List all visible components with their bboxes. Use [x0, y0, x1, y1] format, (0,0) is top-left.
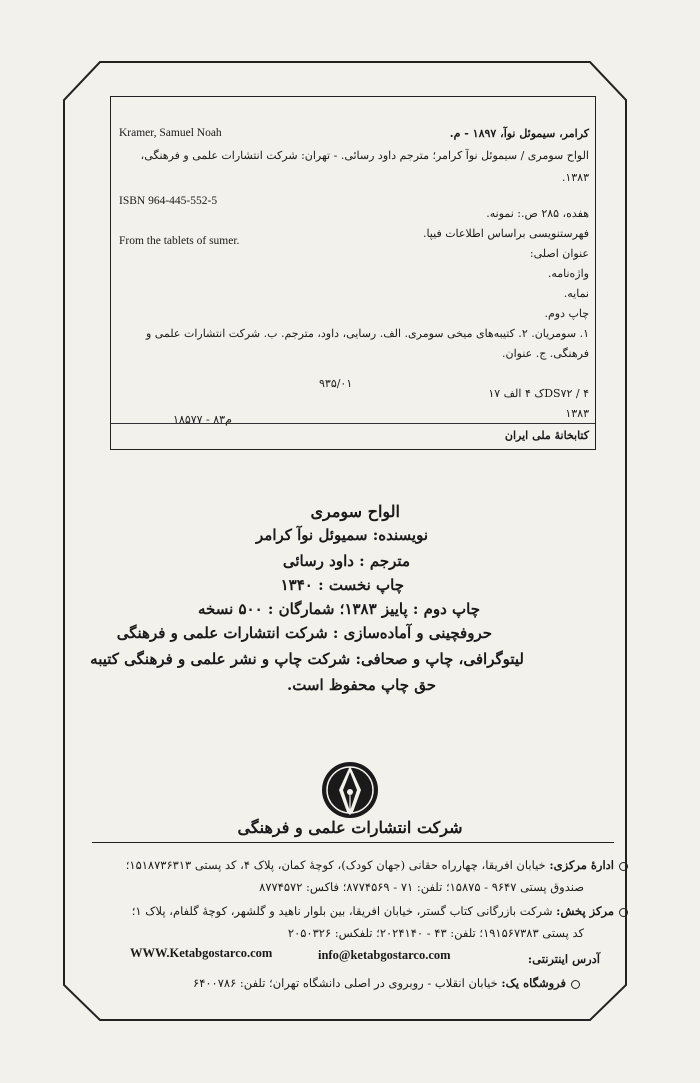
printing: لیتوگرافی، چاپ و صحافی: شرکت چاپ و نشر علمی و فرهنگی کتیبه: [90, 650, 524, 668]
footer-divider: [92, 842, 614, 843]
shop-address: فروشگاه یک: خیابان انقلاب - روبروی در اصلی دانشگاه تهران؛ تلفن: ۶۴۰۰۷۸۶: [193, 976, 580, 990]
typesetting: حروفچینی و آماده‌سازی : شرکت انتشارات علمی و فرهنگی: [116, 624, 492, 642]
cip-fipa-note: فهرستنویسی براساس اطلاعات فیپا.: [422, 227, 589, 240]
hq-address: ادارهٔ مرکزی: خیابان افریقا، چهارراه حقانی (جهان کودک)، کوچهٔ کمان، پلاک ۴، کد پستی ۱۵۱۸۷۳۶۳۱۳؛: [126, 858, 628, 872]
cip-original-title-label: عنوان اصلی:: [529, 247, 589, 260]
cip-pages: هفده، ۲۸۵ ص.: نمونه.: [486, 207, 589, 220]
cip-lcc: DS۷۲ / ۴ک ۴ الف ۱۷: [488, 387, 589, 400]
first-print: چاپ نخست : ۱۳۴۰: [280, 576, 404, 594]
book-translator: مترجم : داود رسائی: [282, 552, 410, 570]
cip-subjects-2: فرهنگی. ج. عنوان.: [502, 347, 589, 360]
web-label: آدرس اینترنتی:: [527, 952, 600, 966]
email-link[interactable]: info@ketabgostarco.com: [318, 948, 451, 962]
cip-year: ۱۳۸۳.: [561, 171, 589, 184]
cip-subjects-1: ۱. سومریان. ۲. کتیبه‌های میخی سومری. الف. رسایی، داود، مترجم. ب. شرکت انتشارات علمی و: [145, 327, 589, 340]
cip-record-box: [110, 96, 596, 450]
cip-national-number: م۸۳ - ۱۸۵۷۷: [173, 413, 232, 426]
book-title: الواح سومری: [310, 502, 400, 521]
cip-title-line: الواح سومری / سیموئل نوآ کرامر؛ مترجم داود رسائی. - تهران: شرکت انتشارات علمی و فرهنگی،: [140, 149, 589, 162]
cip-library: کتابخانهٔ ملی ایران: [504, 429, 589, 442]
cip-original-title: From the tablets of sumer.: [119, 235, 240, 247]
hq-address-line-2: صندوق پستی ۹۶۴۷ - ۱۵۸۷۵؛ تلفن: ۷۱ - ۸۷۷۴۵۶۹؛ فاکس: ۸۷۷۴۵۷۲: [259, 880, 584, 894]
second-print: چاپ دوم : پاییز ۱۳۸۳؛ شمارگان : ۵۰۰ نسخه: [197, 600, 480, 618]
cip-divider: [111, 423, 595, 424]
rights-reserved: حق چاپ محفوظ است.: [286, 676, 436, 694]
pen-nib-logo-icon: [320, 760, 380, 820]
bullet-icon: [619, 862, 628, 871]
cip-isbn: ISBN 964-445-552-5: [119, 195, 218, 207]
cip-index: نمایه.: [563, 287, 589, 300]
cip-heading: کرامر، سیموئل نوآ، ۱۸۹۷ - م.: [449, 127, 589, 140]
bullet-icon: [571, 980, 580, 989]
distribution-address-line-2: کد پستی ۱۹۱۵۶۷۳۸۳؛ تلفن: ۴۳ - ۲۰۲۴۱۴۰؛ تلفکس: ۲۰۵۰۳۲۶: [287, 926, 584, 940]
cip-lcc-year: ۱۳۸۳: [565, 407, 589, 420]
cip-author-en: Kramer, Samuel Noah: [119, 127, 222, 139]
bullet-icon: [619, 908, 628, 917]
cip-ddc: ۹۳۵/۰۱: [319, 377, 353, 390]
publisher-name: شرکت انتشارات علمی و فرهنگی: [237, 818, 463, 837]
cip-glossary: واژه‌نامه.: [547, 267, 589, 280]
website-link[interactable]: WWW.Ketabgostarco.com: [130, 946, 273, 960]
book-author: نویسنده: سمیوئل نوآ کرامر: [256, 526, 428, 544]
cip-edition: چاپ دوم.: [544, 307, 589, 320]
distribution-address: مرکز پخش: شرکت بازرگانی کتاب گستر، خیابان افریقا، بین بلوار ناهید و گلشهر، کوچهٔ گلفام، پلاک ۱؛: [132, 904, 628, 918]
